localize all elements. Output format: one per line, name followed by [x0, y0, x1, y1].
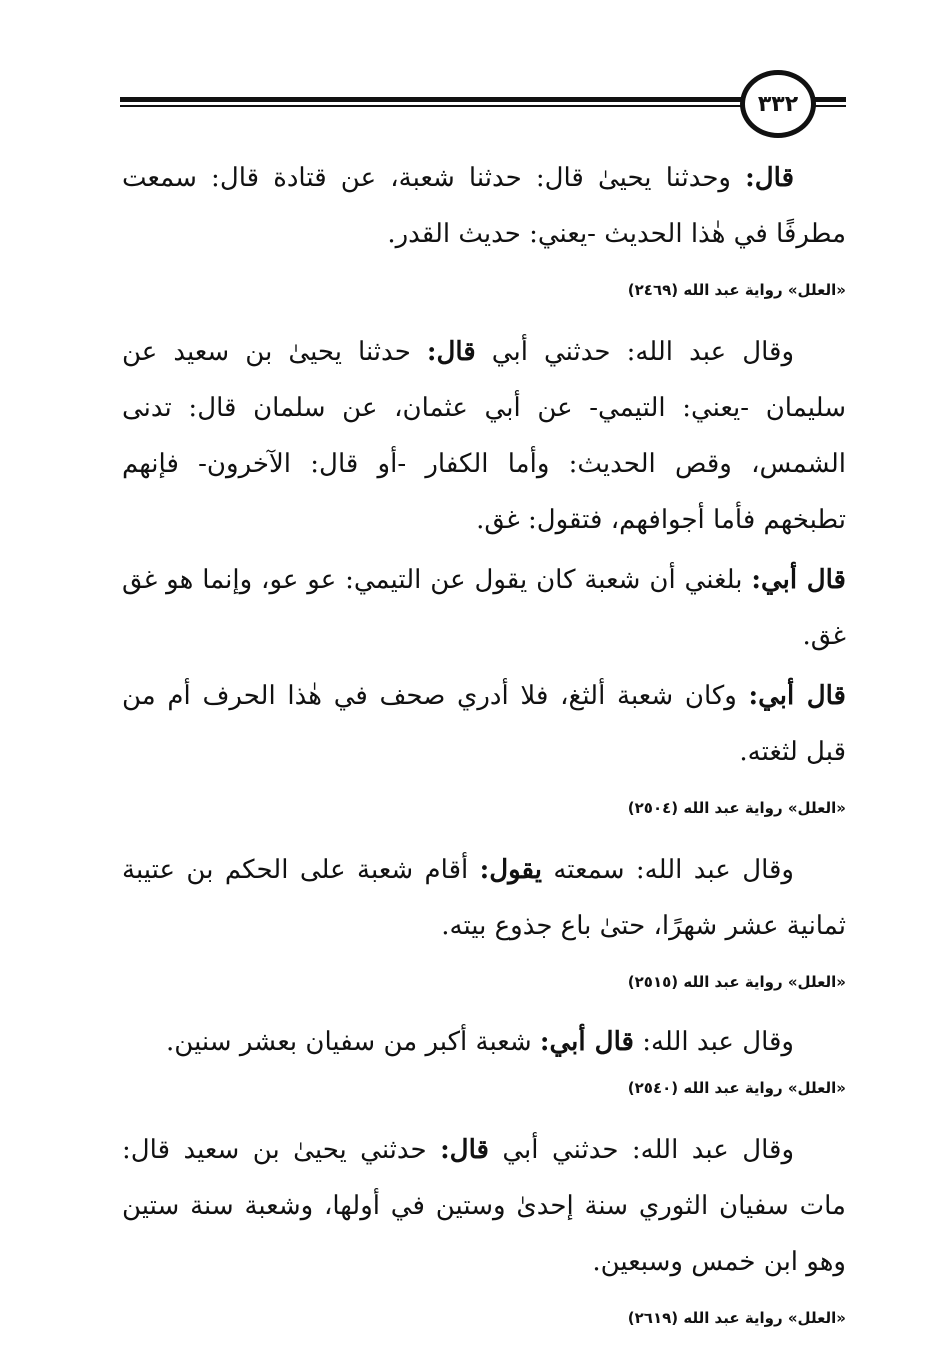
paragraph-pre: وقال عبد الله: حدثني أبي — [475, 337, 794, 367]
paragraph-lead: قال: — [745, 163, 794, 193]
reference-citation: «العلل» رواية عبد الله (٢٦١٩) — [627, 1309, 846, 1327]
page-number: ٣٣٢ — [757, 91, 799, 117]
reference-citation: «العلل» رواية عبد الله (٢٤٦٩) — [627, 281, 846, 299]
paragraph-text: حدثنا يحيىٰ بن سعيد عن سليمان -يعني: التيمي- عن أبي عثمان، عن سلمان قال: تدنى الشمس، وقص الحديث: وأما الكفار -أو قال: الآخرون- فإنهم تطبخهم فأما أجوافهم، فتقول: غق. — [122, 337, 846, 535]
paragraph-text: بلغني أن شعبة كان يقول عن التيمي: عو عو، وإنما هو غق غق. — [122, 565, 846, 651]
reference-citation: «العلل» رواية عبد الله (٢٥١٥) — [627, 973, 846, 991]
paragraph — [122, 324, 846, 548]
paragraph-text: وكان شعبة ألثغ، فلا أدري صحف في هٰذا الحرف أم من قبل لثغته. — [122, 681, 846, 767]
paragraph — [122, 552, 846, 664]
header-rule-right-thin — [812, 105, 846, 107]
paragraph-pre: وقال عبد الله: سمعته — [541, 855, 794, 885]
paragraph-pre: وقال عبد الله: — [633, 1027, 794, 1057]
paragraph — [122, 1122, 846, 1290]
paragraph-text: شعبة أكبر من سفيان بعشر سنين. — [166, 1027, 540, 1057]
paragraph — [122, 668, 846, 780]
paragraph-text: حدثني يحيىٰ بن سعيد قال: مات سفيان الثوري سنة إحدىٰ وستين في أولها، وشعبة سنة ستين وهو ابن خمس وسبعين. — [122, 1135, 846, 1277]
header-rule-thin — [120, 105, 742, 107]
paragraph — [122, 150, 846, 262]
page-body — [122, 150, 846, 1346]
paragraph-lead: قال أبي: — [751, 565, 846, 595]
paragraph — [122, 842, 846, 954]
paragraph-lead: قال: — [440, 1135, 489, 1165]
header-rule-right-thick — [812, 97, 846, 102]
paragraph-pre: وقال عبد الله: حدثني أبي — [488, 1135, 794, 1165]
page-number-badge — [740, 70, 816, 138]
paragraph-lead: قال: — [426, 337, 476, 367]
header-rule-thick — [120, 97, 742, 102]
paragraph-lead: قال أبي: — [748, 681, 846, 711]
paragraph-text: أقام شعبة على الحكم بن عتيبة ثمانية عشر شهرًا، حتىٰ باع جذوع بيته. — [122, 855, 846, 941]
paragraph-lead: قال أبي: — [539, 1027, 634, 1057]
reference-citation: «العلل» رواية عبد الله (٢٥٠٤) — [627, 799, 846, 817]
reference-citation: «العلل» رواية عبد الله (٢٥٤٠) — [627, 1079, 846, 1097]
paragraph — [122, 1014, 846, 1070]
paragraph-lead: يقول: — [479, 855, 542, 885]
paragraph-text: وحدثنا يحيىٰ قال: حدثنا شعبة، عن قتادة قال: سمعت مطرفًا في هٰذا الحديث -يعني: حديث القدر. — [122, 163, 846, 249]
